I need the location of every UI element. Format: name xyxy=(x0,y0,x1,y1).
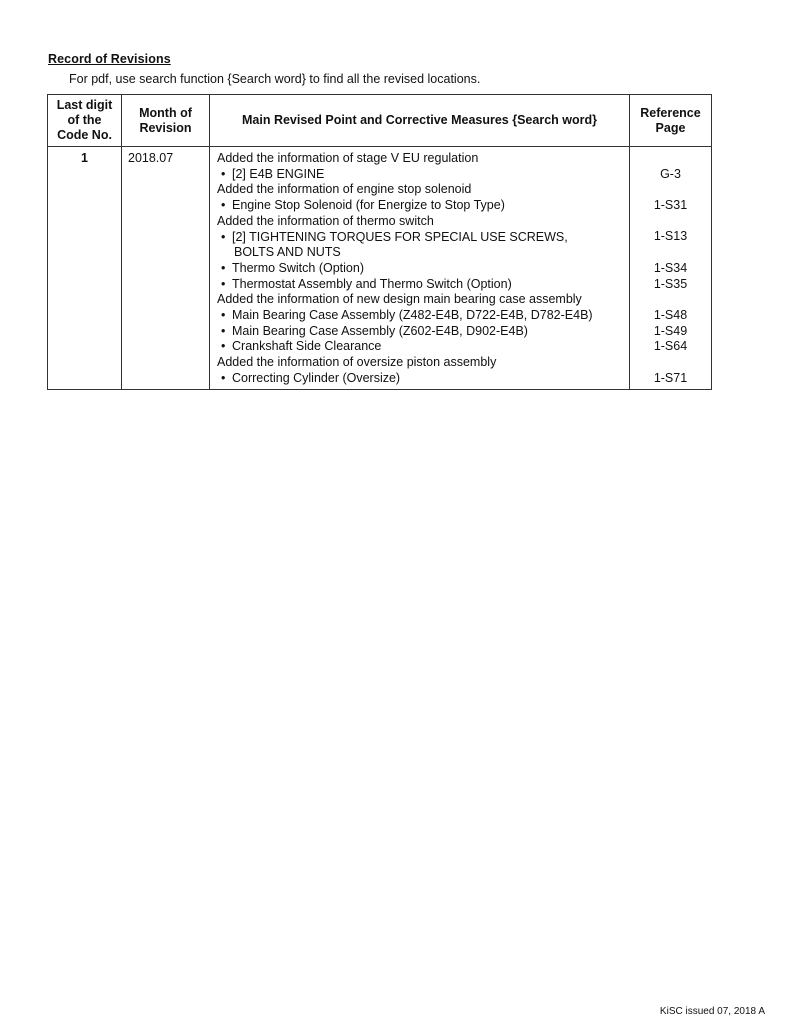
reference-page xyxy=(630,355,711,371)
header-month-line: Month of xyxy=(139,105,192,120)
footer-issue-note: KiSC issued 07, 2018 A xyxy=(659,1006,765,1017)
reference-page xyxy=(630,151,711,167)
header-code-no xyxy=(48,95,122,147)
bullet-text: Main Bearing Case Assembly (Z482-E4B, D722-E4B, D782-E4B) xyxy=(232,308,593,323)
bullet-icon: • xyxy=(221,308,226,323)
header-month-line: Revision xyxy=(139,120,192,135)
bullet-icon: • xyxy=(221,260,226,275)
reference-list xyxy=(630,147,711,388)
revisions-table xyxy=(47,94,712,390)
revision-heading: Added the information of stage V EU regulation xyxy=(217,151,479,165)
header-reference xyxy=(630,95,712,147)
bullet-icon: • xyxy=(221,229,226,244)
reference-page xyxy=(630,214,711,230)
reference-page xyxy=(630,245,711,261)
reference-page: 1-S13 xyxy=(653,229,688,244)
header-month xyxy=(122,95,210,147)
header-reference-line: Reference xyxy=(640,105,701,120)
reference-page: 1-S49 xyxy=(653,323,688,338)
header-reference-line: Page xyxy=(655,120,686,135)
bullet-text: [2] E4B ENGINE xyxy=(232,166,325,181)
bullet-text: Thermostat Assembly and Thermo Switch (Option) xyxy=(232,276,512,291)
bullet-item xyxy=(210,167,629,183)
code-no-cell: 1 xyxy=(48,147,122,390)
reference-page xyxy=(630,292,711,308)
bullet-continuation: BOLTS AND NUTS xyxy=(234,245,341,260)
reference-page: 1-S35 xyxy=(653,276,688,291)
header-row xyxy=(48,95,712,147)
page-subtitle: For pdf, use search function {Search word} to find all the revised locations. xyxy=(69,72,481,86)
header-code-line: Code No. xyxy=(57,128,112,142)
reference-page: G-3 xyxy=(660,166,681,181)
bullet-icon: • xyxy=(221,339,226,354)
reference-cell xyxy=(630,147,712,390)
page-title: Record of Revisions xyxy=(48,52,171,66)
bullet-text: Thermo Switch (Option) xyxy=(232,260,364,275)
bullet-item xyxy=(210,198,629,214)
bullet-icon: • xyxy=(221,323,226,338)
bullet-text: Main Bearing Case Assembly (Z602-E4B, D902-E4B) xyxy=(232,323,528,338)
table-header xyxy=(48,95,712,147)
bullet-item xyxy=(210,324,629,340)
bullet-text: Correcting Cylinder (Oversize) xyxy=(232,370,401,385)
revision-heading: Added the information of thermo switch xyxy=(217,213,434,228)
bullet-text: Engine Stop Solenoid (for Energize to Stop Type) xyxy=(232,198,505,213)
table-body xyxy=(48,147,712,390)
measures-list xyxy=(210,147,629,389)
revision-heading: Added the information of new design main bearing case assembly xyxy=(217,292,582,307)
bullet-icon: • xyxy=(221,166,226,181)
reference-page xyxy=(630,182,711,198)
bullet-item xyxy=(210,308,629,324)
bullet-text: [2] TIGHTENING TORQUES FOR SPECIAL USE SCREWS, xyxy=(232,229,568,244)
bullet-text: Crankshaft Side Clearance xyxy=(232,339,382,354)
reference-page: 1-S71 xyxy=(653,370,688,385)
table-row xyxy=(48,147,712,390)
bullet-icon: • xyxy=(221,276,226,291)
reference-page: 1-S48 xyxy=(653,307,688,322)
header-code-line: of the xyxy=(67,113,102,127)
reference-page: 1-S34 xyxy=(653,260,688,275)
month-cell: 2018.07 xyxy=(122,147,210,390)
bullet-icon: • xyxy=(221,198,226,213)
reference-page: 1-S31 xyxy=(653,198,688,213)
bullet-item xyxy=(210,277,629,293)
bullet-item xyxy=(210,371,629,387)
bullet-icon: • xyxy=(221,370,226,385)
bullet-item xyxy=(210,261,629,277)
bullet-item xyxy=(210,339,629,355)
header-code-line: Last digit xyxy=(56,98,113,112)
measures-cell xyxy=(210,147,630,390)
bullet-item xyxy=(210,230,629,246)
reference-page: 1-S64 xyxy=(653,339,688,354)
revision-heading: Added the information of engine stop solenoid xyxy=(217,182,472,197)
header-measures: Main Revised Point and Corrective Measures {Search word} xyxy=(210,95,630,147)
revision-heading: Added the information of oversize piston assembly xyxy=(217,355,497,370)
